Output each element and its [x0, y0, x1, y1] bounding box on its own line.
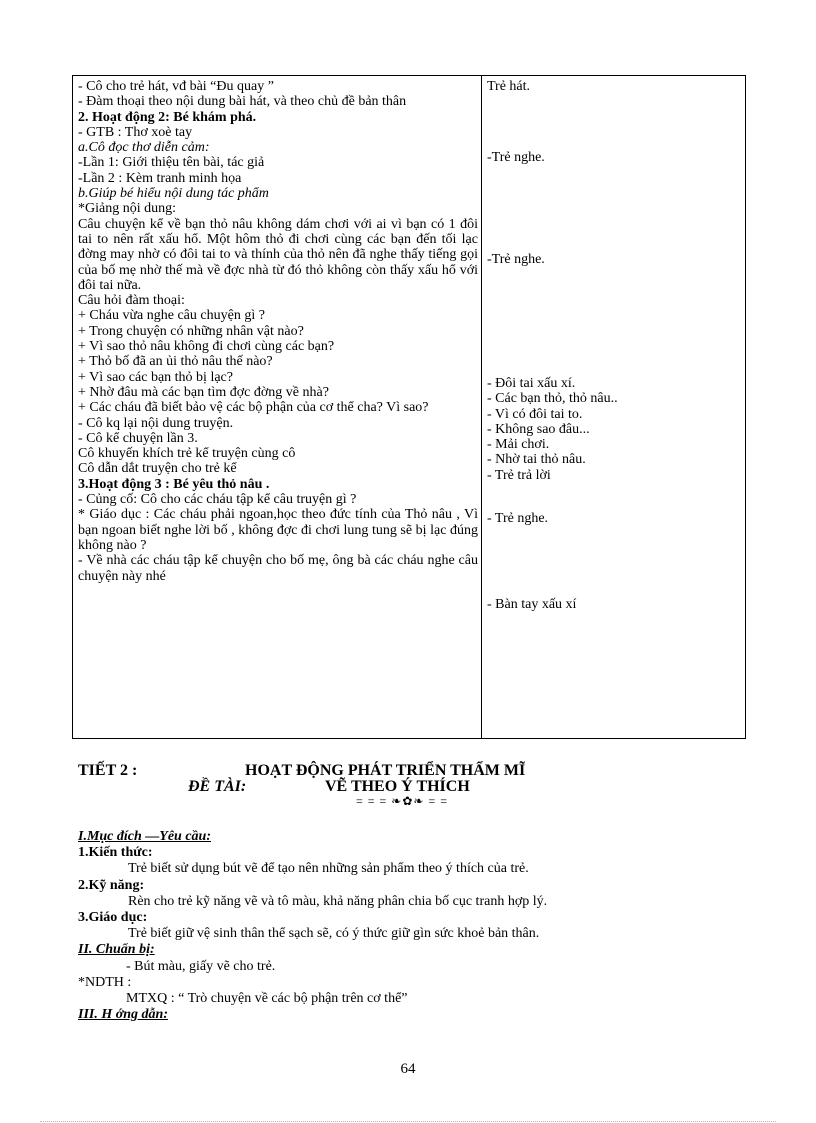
teacher-line: - Về nhà các cháu tập kể chuyện cho bố mẹ, ông bà các cháu nghe câu chuyện này nhé [78, 553, 478, 584]
skills-text: Rèn cho trẻ kỹ năng vẽ và tô màu, khả năng phân chia bố cục tranh hợp lý. [128, 893, 548, 909]
knowledge-heading: 1.Kiến thức: [78, 845, 153, 861]
teacher-line: - Cô kể chuyện lần 3. [78, 430, 198, 446]
teacher-line: Câu chuyện kể về bạn thỏ nâu không dám chơi với ai vì bạn có 1 đôi tai to nên rất xấu hổ. Một hôm thỏ đi chơi cùng các bạn đến tối lạc đờng may nhờ có đôi tai to và thính của thỏ nên đã nghe thấy tiếng gọi của bố mẹ nhờ thế mà về đợc nhà từ đó thỏ không còn thấy xấu hổ với đôi tai nữa. [78, 216, 478, 293]
knowledge-text: Trẻ biết sử dụng bút vẽ để tạo nên những sản phẩm theo ý thích của trẻ. [128, 861, 529, 877]
teacher-line: + Nhờ đâu mà các bạn tìm đợc đờng về nhà? [78, 384, 329, 400]
teacher-line: Cô dẫn dắt truyện cho trẻ kể [78, 461, 237, 477]
teacher-line: + Vì sao thỏ nâu không đi chơi cùng các bạn? [78, 339, 335, 355]
child-response-line: - Trẻ trả lời [487, 467, 551, 483]
teacher-line: Câu hỏi đàm thoại: [78, 293, 185, 309]
preparation-text: - Bút màu, giấy vẽ cho trẻ. [126, 958, 276, 974]
skills-heading: 2.Kỹ năng: [78, 877, 145, 893]
teacher-line: + Trong chuyện có những nhân vật nào? [78, 323, 304, 339]
teacher-activity-column [78, 79, 478, 584]
lesson-period-label: TIẾT 2 : [78, 762, 138, 779]
child-response-block [487, 376, 737, 483]
integration-text: MTXQ : “ Trò chuyện về các bộ phận trên cơ thể” [126, 991, 408, 1007]
child-response-line: -Trẻ nghe. [487, 150, 545, 165]
teacher-line: -Lần 1: Giới thiệu tên bài, tác giả [78, 155, 265, 171]
teacher-line: *Giảng nội dung: [78, 201, 176, 217]
teacher-line: -Lần 2 : Kèm tranh minh họa [78, 170, 242, 186]
teacher-line: - Củng cố: Cô cho các cháu tập kể câu truyện gì ? [78, 492, 357, 508]
guidance-heading: III. H ớng dẫn: [78, 1007, 168, 1023]
preparation-heading: II. Chuẩn bị: [78, 942, 155, 958]
column-divider [481, 76, 482, 738]
child-response-line: -Trẻ nghe. [487, 252, 545, 267]
topic-label: ĐỀ TÀI: [188, 778, 247, 795]
teacher-line: * Giáo dục : Các cháu phải ngoan,học theo đức tính của Thỏ nâu , Vì bạn ngoan biết nghe lời bố , không đợc đi chơi lung tung sẽ bị lạc đúng không nào ? [78, 507, 478, 553]
child-response-block [487, 597, 737, 612]
teacher-line: b.Giúp bé hiểu nội dung tác phẩm [78, 186, 269, 202]
teacher-line: 3.Hoạt động 3 : Bé yêu thỏ nâu . [78, 476, 270, 492]
teacher-line: + Các cháu đã biết bảo vệ các bộ phận của cơ thể cha? Vì sao? [78, 400, 429, 416]
child-response-line: Trẻ hát. [487, 79, 531, 94]
child-response-line: - Vì có đôi tai to. [487, 406, 583, 422]
activity-title: HOẠT ĐỘNG PHÁT TRIỂN THẨM MĨ [245, 762, 526, 779]
child-response-line: - Mải chơi. [487, 437, 550, 453]
child-response-line: - Nhờ tai thỏ nâu. [487, 452, 586, 468]
child-response-block [487, 252, 737, 267]
section-purpose-heading: I.Mục đích —Yêu cầu: [78, 829, 211, 844]
child-response-line: - Đôi tai xấu xí. [487, 376, 576, 391]
child-response-block [487, 511, 737, 526]
education-heading: 3.Giáo dục: [78, 910, 148, 926]
child-response-block [487, 150, 737, 165]
teacher-line: Cô khuyến khích trẻ kể truyện cùng cô [78, 446, 296, 462]
teacher-line: - Đàm thoại theo nội dung bài hát, và theo chủ đề bản thân [78, 94, 407, 110]
child-response-line: - Trẻ nghe. [487, 511, 549, 526]
teacher-line: - GTB : Thơ xoè tay [78, 124, 193, 140]
teacher-line: a.Cô đọc thơ diễn cảm: [78, 140, 210, 156]
child-response-line: - Các bạn thỏ, thỏ nâu.. [487, 391, 618, 407]
integration-label: *NDTH : [78, 974, 132, 990]
teacher-line: + Thỏ bố đã an ủi thỏ nâu thế nào? [78, 354, 273, 370]
child-response-line: - Không sao đâu... [487, 421, 590, 437]
lesson-table [72, 75, 746, 739]
child-response-line: - Bàn tay xấu xí [487, 597, 577, 612]
teacher-line: - Cô cho trẻ hát, vđ bài “Đu quay ” [78, 79, 274, 94]
topic-value: VẼ THEO Ý THÍCH [325, 778, 470, 795]
child-response-block [487, 79, 737, 94]
teacher-line: + Vì sao các bạn thỏ bị lạc? [78, 369, 233, 385]
teacher-line: + Cháu vừa nghe câu chuyện gì ? [78, 308, 265, 324]
page-bottom-rule [40, 1121, 776, 1122]
teacher-line: 2. Hoạt động 2: Bé khám phá. [78, 109, 257, 125]
teacher-line: - Cô kq lại nội dung truyện. [78, 415, 234, 431]
ornament-divider: = = = ❧✿❧ = = [356, 794, 449, 808]
page-number: 64 [400, 1061, 416, 1077]
education-text: Trẻ biết giữ vệ sinh thân thể sạch sẽ, có ý thức giữ gìn sức khoẻ bản thân. [128, 926, 540, 942]
lesson-objectives [78, 829, 758, 1023]
